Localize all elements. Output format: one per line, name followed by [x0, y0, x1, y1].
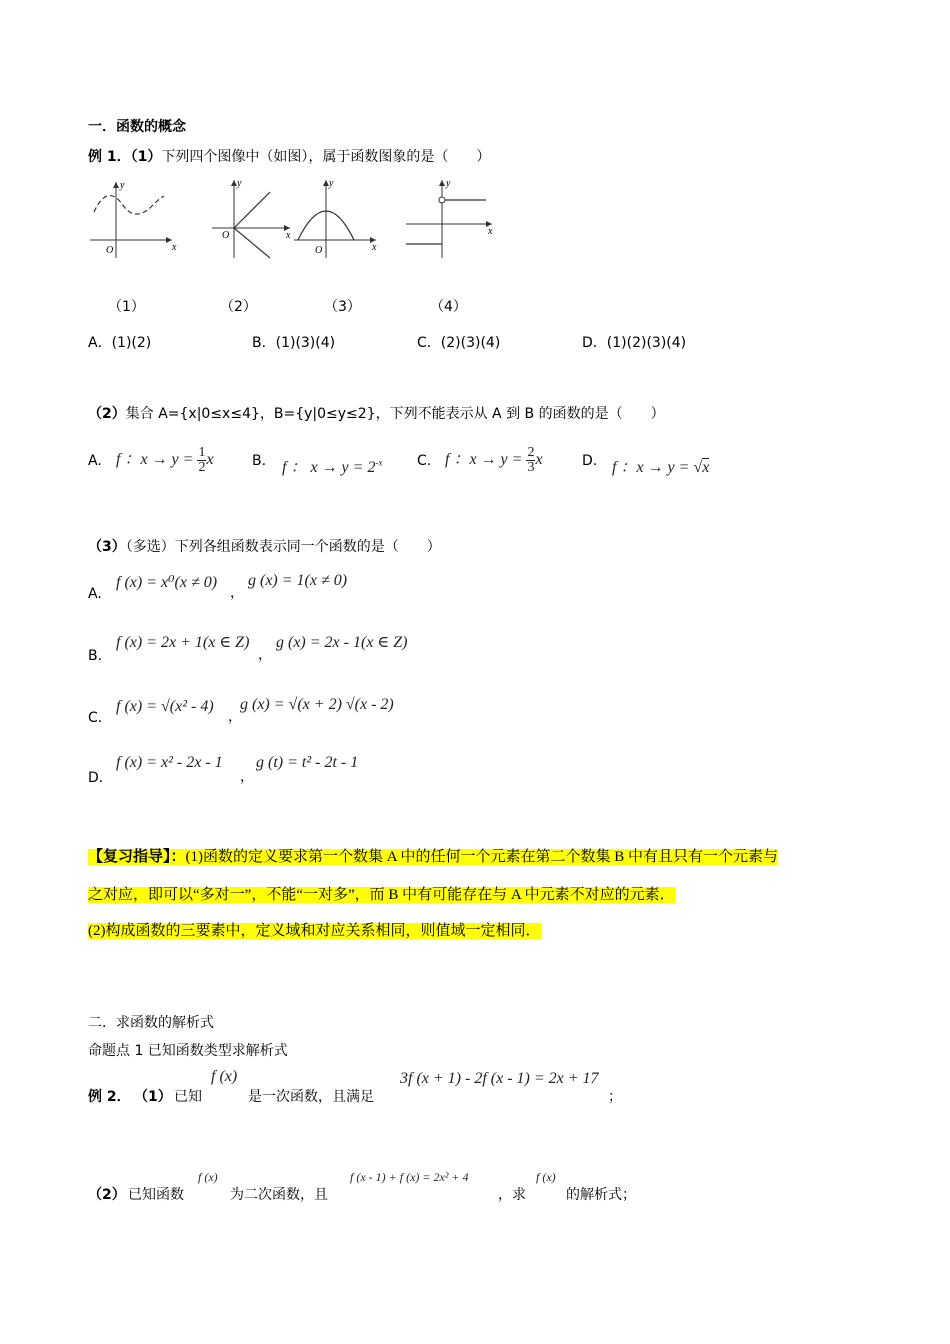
svg-text:O: O: [222, 230, 230, 241]
review-guide-line-3: (2)构成函数的三要素中，定义域和对应关系相同，则值域一定相同．: [88, 923, 541, 939]
formula-fx: f (x): [198, 1170, 218, 1184]
graph-4: [406, 178, 493, 258]
function-graphs-figure: [84, 176, 504, 266]
formula-f: f (x) = x⁰(x ≠ 0): [116, 574, 218, 591]
graph-1: [90, 180, 177, 258]
option-b[interactable]: B．(1)(3)(4): [252, 335, 336, 351]
svg-text:y: y: [329, 178, 334, 189]
svg-text:y: y: [120, 180, 125, 191]
svg-text:O: O: [106, 245, 114, 256]
review-guide-title: 【复习指导】：: [88, 849, 186, 865]
question-text: 集合 A={x|0≤x≤4}，B={y|0≤y≤2}，下列不能表示从 A 到 B 的函数的是（ ）: [125, 406, 665, 422]
question-text: 下列四个图像中（如图），属于函数图象的是（ ）: [161, 149, 491, 165]
figure-label-1: （1）: [108, 299, 145, 315]
example-1-question-3: [88, 536, 441, 556]
option-a[interactable]: A．(1)(2): [88, 335, 152, 351]
example-1-question-1: [88, 146, 490, 166]
graph-2: [212, 178, 291, 258]
question-number: （1）: [130, 149, 162, 165]
formula-equation: 3f (x + 1) - 2f (x - 1) = 2x + 17: [400, 1070, 599, 1087]
formula-g: g (x) = √(x + 2) √(x - 2): [240, 696, 394, 713]
example-label: 例 1．: [88, 149, 131, 165]
svg-text:x: x: [172, 242, 177, 253]
formula-f: f (x) = x² - 2x - 1: [116, 754, 223, 771]
svg-text:O: O: [315, 245, 323, 256]
example-label: 例 2．: [88, 1089, 131, 1105]
formula-g: g (x) = 2x - 1(x ∈ Z): [276, 634, 408, 651]
figure-label-3: （3）: [324, 299, 361, 315]
svg-text:x: x: [286, 230, 291, 241]
formula-fx: f (x): [536, 1170, 556, 1184]
example-2-question-1: 例 2． （1） 已知 f (x) 是一次函数，且满足 3f (x + 1) - 2f (x - 1) = 2x + 17 ；: [88, 1068, 622, 1105]
review-guide-line-1: 【复习指导】：(1)函数的定义要求第一个数集 A 中的任何一个元素在第二个数集 B 中有且只有一个元素与: [88, 849, 779, 865]
question-number: （1）: [134, 1089, 172, 1105]
option-d[interactable]: D．(1)(2)(3)(4): [582, 335, 687, 351]
formula-equation: f (x - 1) + f (x) = 2x² + 4: [350, 1170, 469, 1184]
option-c[interactable]: C．(2)(3)(4): [417, 335, 501, 351]
svg-text:x: x: [372, 242, 377, 253]
example-2-question-2: （2） 已知函数 f (x) 为二次函数，且 f (x - 1) + f (x) = 2x² + 4 ，求 f (x) 的解析式；: [88, 1170, 636, 1203]
question-text: （多选）下列各组函数表示同一个函数的是（ ）: [125, 539, 441, 555]
review-guide-line-2: 之对应，即可以“多对一”，不能“一对多”，而 B 中有可能存在与 A 中元素不对应的元素．: [88, 887, 675, 903]
formula-fx: f (x): [211, 1068, 238, 1085]
question-number: （3）: [88, 539, 126, 555]
section-title-1: 一．函数的概念: [88, 119, 186, 135]
question-number: （2）: [88, 406, 126, 422]
formula-g: g (t) = t² - 2t - 1: [256, 754, 359, 771]
formula-f: f (x) = √(x² - 4): [116, 698, 214, 715]
svg-text:y: y: [237, 178, 242, 189]
graph-3: [294, 178, 377, 258]
section-title-2: 二．求函数的解析式: [88, 1015, 214, 1031]
svg-text:x: x: [488, 226, 493, 237]
svg-text:y: y: [446, 178, 451, 189]
formula-f: f (x) = 2x + 1(x ∈ Z): [116, 634, 250, 651]
formula-g: g (x) = 1(x ≠ 0): [248, 572, 348, 589]
section-subtitle: 命题点 1 已知函数类型求解析式: [88, 1043, 288, 1059]
figure-label-4: （4）: [430, 299, 467, 315]
example-1-question-2: [88, 403, 665, 423]
question-number: （2）: [88, 1187, 126, 1203]
figure-label-2: （2）: [220, 299, 257, 315]
